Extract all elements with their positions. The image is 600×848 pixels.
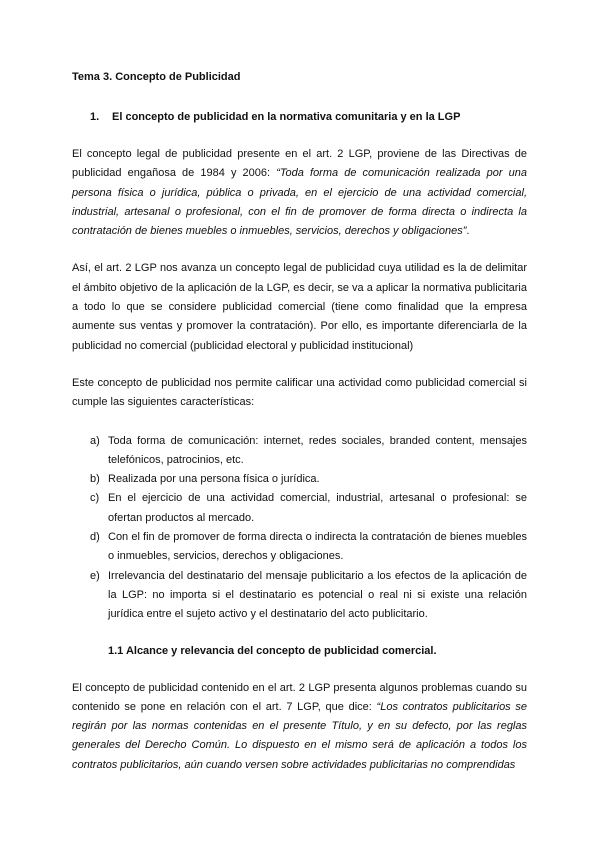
- section-1-1-heading: 1.1 Alcance y relevancia del concepto de publicidad comercial.: [108, 644, 437, 657]
- paragraph-characteristics-intro: Este concepto de publicidad nos permite calificar una actividad como publicidad comercial si cumple las siguientes características:: [72, 376, 527, 409]
- list-item-marker: a): [90, 434, 100, 447]
- paragraph-legal-concept-end: .: [466, 225, 470, 238]
- section-1-number: 1.: [90, 111, 100, 123]
- list-item-text: Con el fin de promover de forma directa o indirecta la contratación de bienes muebles o inmuebles, servicios, derechos y obligaciones.: [108, 531, 527, 563]
- paragraph-scope-problems: [72, 679, 527, 775]
- list-item-text: Realizada por una persona física o jurídica.: [108, 473, 320, 486]
- paragraph-scope-problems-text: El concepto de publicidad contenido en el art. 2 LGP presenta algunos problemas cuando su contenido se pone en relación con el art. 7 LGP, que dice:: [72, 681, 527, 713]
- list-item: [90, 470, 527, 489]
- list-item: [90, 432, 527, 471]
- list-item-marker: d): [90, 531, 100, 544]
- paragraph-scope-problems-quote: “Los contratos publicitarios se regirán por las normas contenidas en el presente Título, y en su defecto, por las reglas generales del Derecho Común. Lo dispuesto en el mismo será de aplicación a todos los contratos publicitarios, aún cuando versen sobre actividades publicitarias no comprendidas: [72, 700, 528, 771]
- list-item: [90, 567, 527, 625]
- list-item-marker: c): [90, 492, 100, 505]
- paragraph-legal-concept-quote: “Toda forma de comunicación realizada por una persona física o jurídica, pública o privada, en el ejercicio de una actividad comercial, industrial, artesanal o profesional, con el fin de promover de forma directa o indirecta la contratación de bienes muebles o inmuebles, servicios, derechos y obligaciones”: [72, 167, 527, 238]
- list-item: [90, 528, 527, 567]
- paragraph-legal-concept-text: El concepto legal de publicidad presente en el art. 2 LGP, proviene de las Directivas de publicidad engañosa de 1984 y 2006:: [72, 148, 527, 180]
- list-item-text: Toda forma de comunicación: internet, redes sociales, branded content, mensajes telefónicos, patrocinios, etc.: [108, 434, 527, 466]
- list-item-marker: b): [90, 473, 100, 486]
- paragraph-scope: Así, el art. 2 LGP nos avanza un concepto legal de publicidad cuya utilidad es la de delimitar el ámbito objetivo de la aplicación de la LGP, es decir, se va a aplicar la normativa publicitaria a todo lo que se considere publicidad comercial (tiene como finalidad que la empresa aumente sus ventas y promover la contratación). Por ello, es importante diferenciarla de la publicidad no comercial (publicidad electoral y publicidad institucional): [72, 262, 527, 352]
- list-item-text: Irrelevancia del destinatario del mensaje publicitario a los efectos de la aplicación de la LGP: no importa si el destinatario es potencial o real ni si existe una relación jurídica entre el sujeto activo y el destinatario del acto publicitario.: [108, 569, 527, 621]
- paragraph-legal-concept: [72, 145, 527, 241]
- section-1-heading: [72, 107, 527, 127]
- document-title: Tema 3. Concepto de Publicidad: [72, 71, 241, 83]
- list-item-text: En el ejercicio de una actividad comercial, industrial, artesanal o profesional: se ofertan productos al mercado.: [108, 492, 527, 524]
- section-1-heading-text: El concepto de publicidad en la normativa comunitaria y en la LGP: [112, 111, 461, 123]
- list-item: [90, 489, 527, 528]
- list-item-marker: e): [90, 569, 100, 582]
- characteristics-list: [72, 432, 527, 625]
